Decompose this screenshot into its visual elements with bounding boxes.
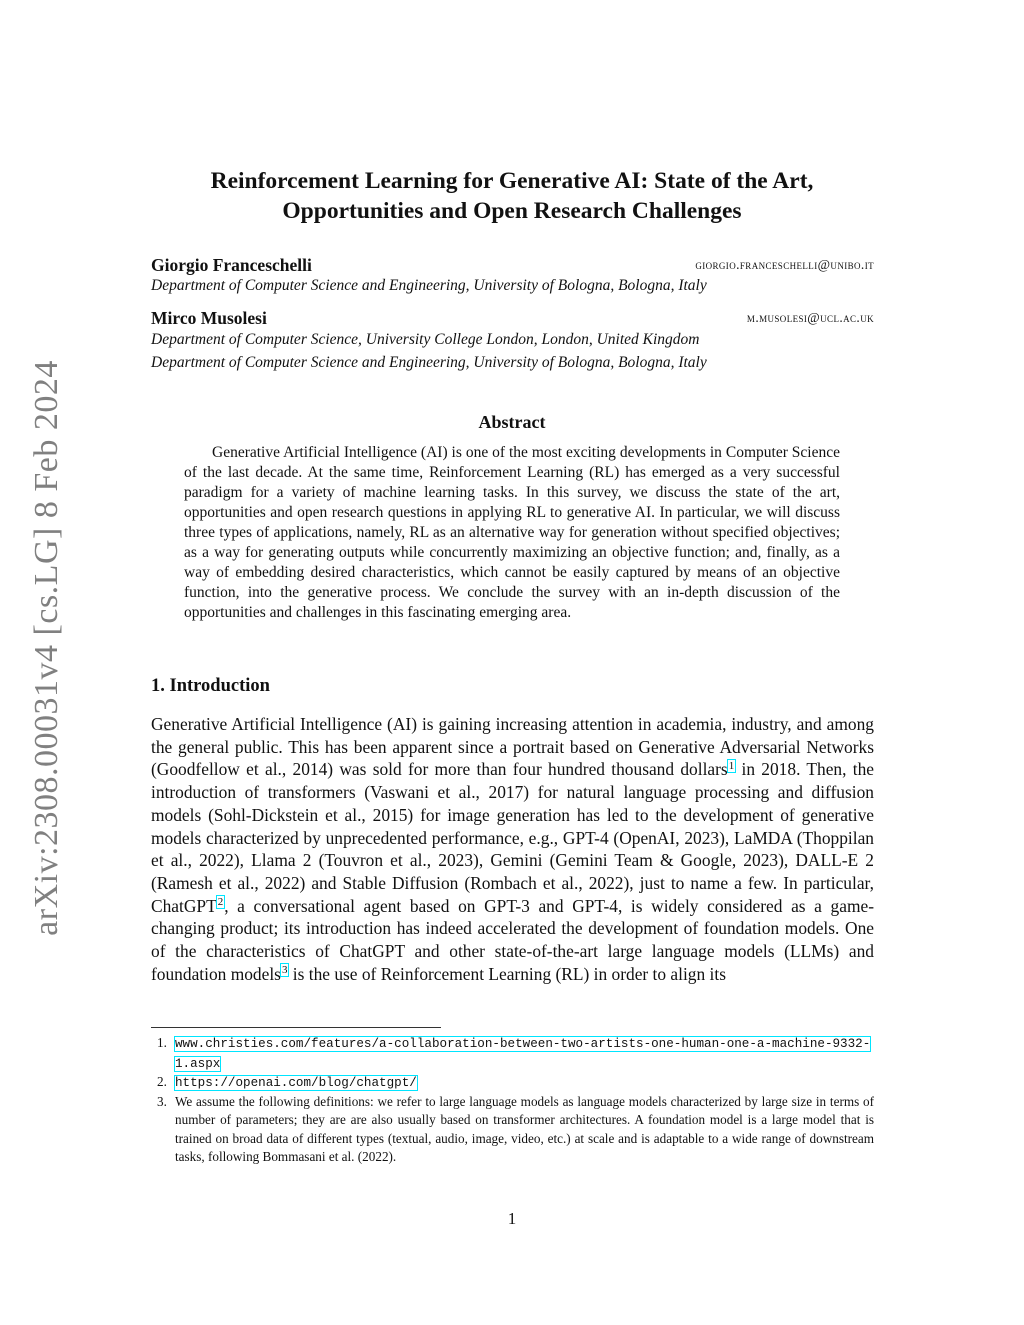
arxiv-stamp (22, 360, 72, 935)
introduction-paragraph (151, 713, 874, 985)
footnote-number: 1. (157, 1035, 167, 1050)
footnotes (151, 1034, 874, 1167)
footnote-link-2[interactable]: 2 (217, 895, 224, 908)
author-name: Mirco Musolesi (151, 308, 267, 328)
page-number: 1 (507, 1209, 517, 1228)
section-heading: 1. Introduction (151, 676, 270, 696)
author-email[interactable]: giorgio.franceschelli@unibo.it (695, 257, 874, 272)
abstract-heading: Abstract (478, 412, 546, 432)
intro-text: , a conversational agent based on GPT-3 and GPT-4, is widely considered as a game-changing product; its introduction has indeed accelerated the development of foundation models. One of the characteristics of ChatGPT and other state-of-the-art large language models (LLMs) and foundation models (151, 895, 874, 984)
author-affiliation: Department of Computer Science, University College London, London, United Kingdom (151, 331, 700, 348)
footnote-text: We assume the following definitions: we refer to large language models as language models characterized by large size in terms of number of parameters; they are are also usually based on transformer architectures. A foundation model is a large model that is trained on broad data of different types (textual, audio, image, video, etc.) at scale and is adaptable to a wide range of downstream tasks, following Bommasani et al. (2022). (175, 1093, 874, 1164)
author-name: Giorgio Franceschelli (151, 255, 312, 275)
intro-text: in 2018. Then, the introduction of transformers (Vaswani et al., 2017) for natural language processing and diffusion models (Sohl-Dickstein et al., 2015) for image generation has led to the development of generative models characterized by unprecedented performance, e.g., GPT-4 (OpenAI, 2023), LaMDA (Thoppilan et al., 2022), Llama 2 (Touvron et al., 2023), Gemini (Gemini Team & Google, 2023), DALL-E 2 (Ramesh et al., 2022) and Stable Diffusion (Rombach et al., 2022), just to name a few. In particular, ChatGPT (151, 759, 874, 916)
footnote-2 (151, 1073, 874, 1093)
footnote-link-1[interactable]: 1 (728, 759, 735, 772)
paper-title (140, 166, 884, 226)
author-email[interactable]: m.musolesi@ucl.ac.uk (746, 310, 874, 325)
footnote-3 (151, 1093, 874, 1167)
intro-text: is the use of Reinforcement Learning (RL) in order to align its (288, 963, 726, 984)
author-affiliation: Department of Computer Science and Engineering, University of Bologna, Bologna, Italy (151, 277, 707, 294)
footnote-number: 2. (157, 1074, 167, 1089)
footnote-link-3[interactable]: 3 (281, 963, 288, 976)
intro-text: Generative Artificial Intelligence (AI) is gaining increasing attention in academia, industry, and among the general public. This has been apparent since a portrait based on Generative Adversarial Networks (Goodfellow et al., 2014) was sold for more than four hundred thousand dollars (151, 714, 874, 780)
arxiv-stamp-text: arXiv:2308.00031v4 [cs.LG] 8 Feb 2024 (28, 359, 65, 936)
author-affiliation: Department of Computer Science and Engineering, University of Bologna, Bologna, Italy (151, 354, 707, 371)
footnote-1 (151, 1034, 874, 1073)
abstract-text: Generative Artificial Intelligence (AI) is one of the most exciting developments in Computer Science of the last decade. At the same time, Reinforcement Learning (RL) has emerged as a very successful paradigm for a variety of machine learning tasks. In this survey, we discuss the state of the art, opportunities and open research questions in applying RL to generative AI. In particular, we will discuss three types of applications, namely, RL as an alternative way for generation without specified objectives; as a way for generating outputs while concurrently maximizing an objective function; and, finally, as a way of embedding desired characteristics, which cannot be easily captured by means of an objective function, into the generative process. We conclude the survey with an in-depth discussion of the opportunities and challenges in this fascinating emerging area. (184, 444, 840, 621)
title-line-1: Reinforcement Learning for Generative AI: State of the Art, (210, 168, 814, 194)
footnote-url[interactable]: www.christies.com/features/a-collaboration-between-two-artists-one-human-one-a-machine-9332-1.aspx (175, 1037, 871, 1071)
footnote-number: 3. (157, 1093, 167, 1109)
title-line-2: Opportunities and Open Research Challenges (282, 198, 742, 224)
footnote-url[interactable]: https://openai.com/blog/chatgpt/ (175, 1076, 417, 1090)
footnote-divider (151, 1027, 441, 1028)
